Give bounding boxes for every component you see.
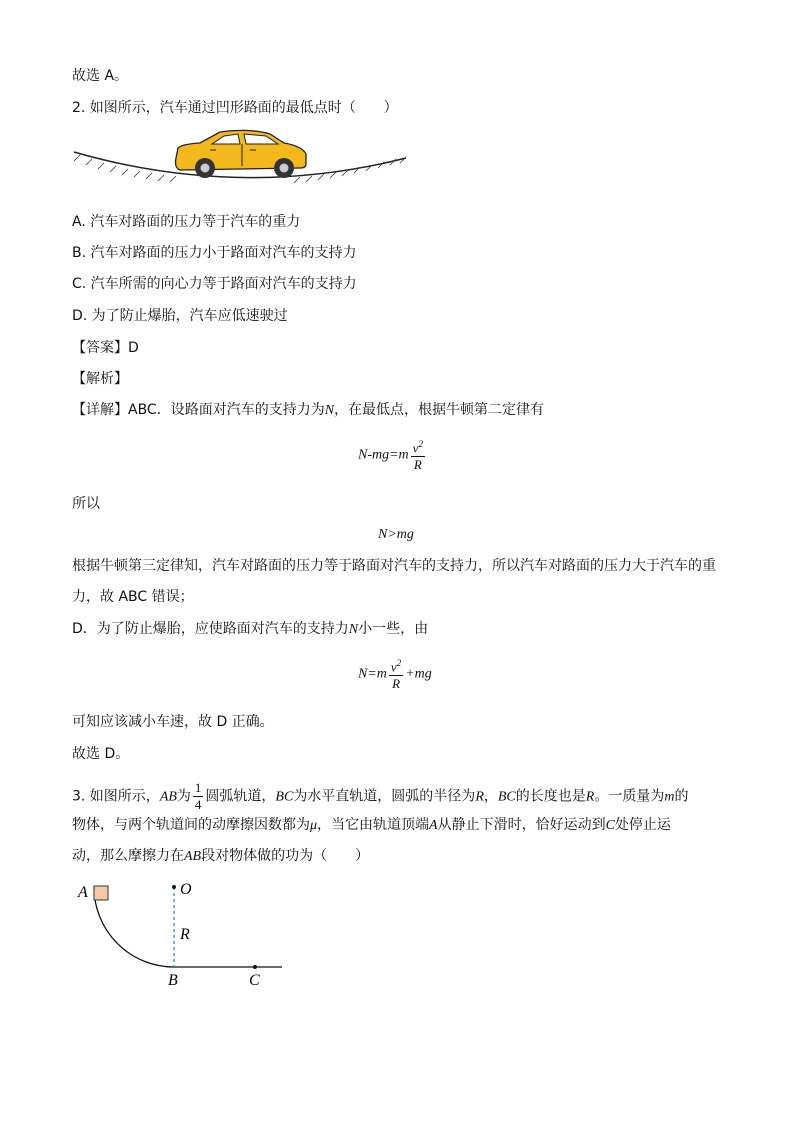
q2-detail-line-1: 【详解】ABC．设路面对汽车的支持力为N，在最低点，根据牛顿第二定律有: [72, 402, 545, 418]
label-R: R: [180, 926, 190, 943]
label-C: C: [249, 972, 260, 989]
prev-answer: 故选 A。: [72, 68, 129, 84]
q2-conclusion: 故选 D。: [72, 746, 130, 762]
equation-3: N=m $\frac{v^2}{R}$ +mg: [358, 655, 432, 692]
q2-option-c: C. 汽车所需的向心力等于路面对汽车的支持力: [72, 276, 357, 292]
equation-2: N>mg: [378, 527, 414, 542]
q2-detail-line-2: 根据牛顿第三定律知，汽车对路面的压力等于路面对汽车的支持力，所以汽车对路面的压力大于汽车的重: [72, 558, 716, 574]
label-B: B: [168, 972, 178, 989]
equation-1: N-mg=m $\frac{v^2}{R}$: [358, 436, 427, 473]
q2-analysis-label: 【解析】: [72, 371, 128, 387]
q2-detail-line-3: 力，故 ABC 错误；: [72, 589, 194, 605]
q2-detail-line-4: D．为了防止爆胎，应使路面对汽车的支持力N小一些，由: [72, 621, 429, 637]
car-icon: [176, 130, 307, 178]
label-O: O: [180, 881, 192, 898]
q3-line-1: 3. 如图所示，AB为 $\frac{1}{4}$ 圆弧轨道，BC为水平直轨道，圆弧的半径为R，BC的长度也是R。一质量为m的: [72, 780, 689, 812]
q2-stem: 2. 如图所示，汽车通过凹形路面的最低点时（ ）: [72, 100, 398, 116]
label-A: A: [78, 884, 88, 901]
q2-option-a: A. 汽车对路面的压力等于汽车的重力: [72, 214, 301, 230]
q3-line-3: 动，那么摩擦力在AB段对物体做的功为（ ）: [72, 848, 370, 864]
q2-option-d: D. 为了防止爆胎，汽车应低速驶过: [72, 308, 288, 324]
car-road-figure: [70, 128, 410, 198]
q2-option-b: B. 汽车对路面的压力小于路面对汽车的支持力: [72, 245, 357, 261]
track-figure: [72, 875, 292, 990]
q3-line-2: 物体，与两个轨道间的动摩擦因数都为μ，当它由轨道顶端A从静止下滑时，恰好运动到C处停止运: [72, 817, 671, 833]
q2-detail-line-5: 可知应该减小车速，故 D 正确。: [72, 714, 274, 730]
q2-answer: 【答案】D: [72, 340, 139, 356]
so-label: 所以: [72, 496, 100, 512]
block-icon: [94, 886, 108, 900]
